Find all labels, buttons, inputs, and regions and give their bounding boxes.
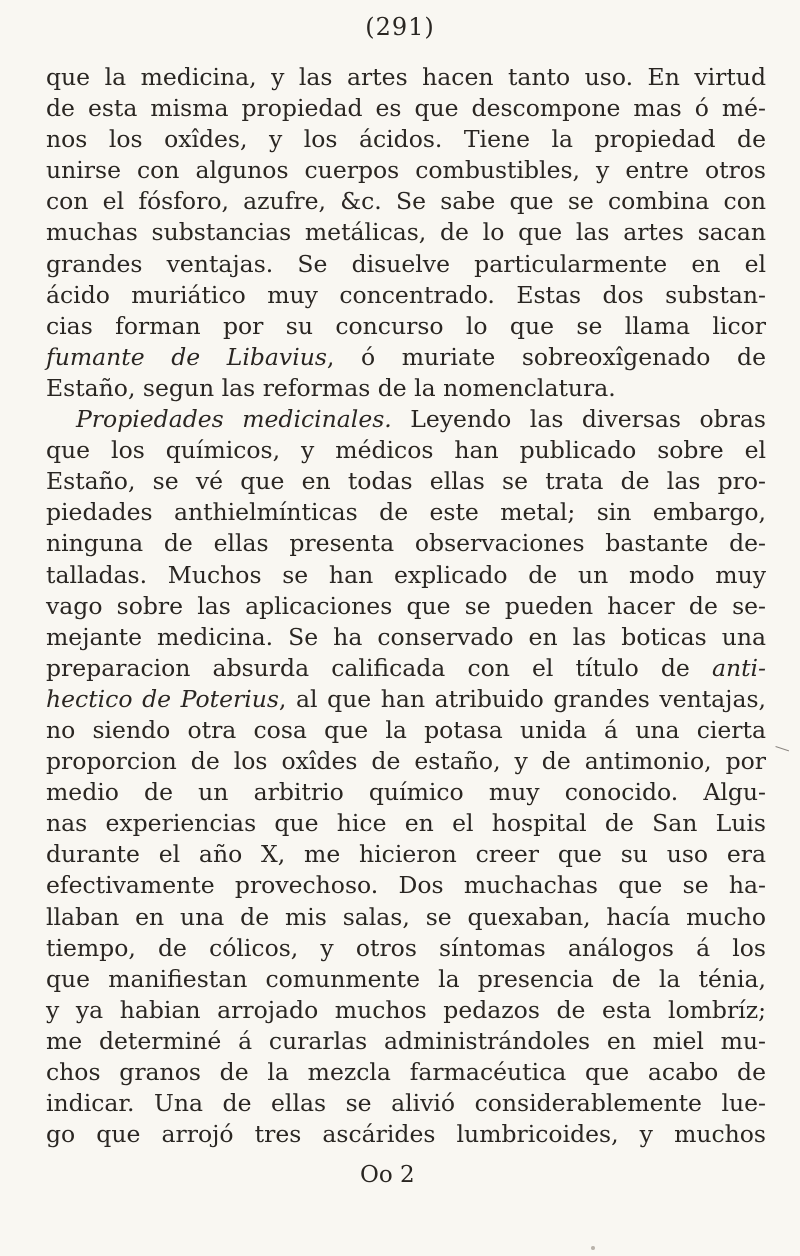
text-line-10 bbox=[46, 342, 766, 373]
text-line-12 bbox=[46, 404, 766, 435]
body-text bbox=[46, 62, 766, 1150]
text-line-3: nos los oxîdes, y los ácidos. Tiene la propiedad de bbox=[46, 125, 766, 154]
text-line-21-rest: , al que han atribuido grandes ventajas, bbox=[278, 684, 766, 713]
italic-term-fumante: fumante de Libavius bbox=[46, 342, 327, 371]
text-line-29: tiempo, de cólicos, y otros síntomas análogos á los bbox=[46, 933, 766, 962]
text-line-28: llaban en una de mis salas, se quexaban, hacía mucho bbox=[46, 902, 766, 931]
page-number: (291) bbox=[365, 13, 435, 41]
text-line-11: Estaño, segun las reformas de la nomenclatura. bbox=[46, 373, 616, 402]
text-line-9: cias forman por su concurso lo que se llama licor bbox=[46, 311, 766, 340]
text-line-1: que la medicina, y las artes hacen tanto uso. En virtud bbox=[46, 63, 766, 91]
text-line-10-rest: , ó muriate sobreoxîgenado de bbox=[326, 342, 766, 371]
text-line-6: muchas substancias metálicas, de lo que las artes sacan bbox=[46, 218, 766, 247]
italic-term-hectico: hectico de Poterius bbox=[46, 684, 279, 713]
text-line-14: Estaño, se vé que en todas ellas se trata de las pro- bbox=[46, 467, 766, 496]
text-line-33: chos granos de la mezcla farmacéutica que acabo de bbox=[46, 1058, 766, 1086]
text-line-20 bbox=[46, 653, 766, 684]
text-line-7: grandes ventajas. Se disuelve particularmente en el bbox=[46, 249, 766, 278]
text-line-32: me determiné á curarlas administrándoles en miel mu- bbox=[46, 1026, 766, 1055]
text-line-34: indicar. Una de ellas se alivió considerablemente lue- bbox=[46, 1089, 766, 1118]
text-line-16: ninguna de ellas presenta observaciones bastante de- bbox=[46, 529, 766, 558]
text-line-12-rest: Leyendo las diversas obras bbox=[391, 405, 766, 434]
text-line-15: piedades anthielmínticas de este metal; sin embargo, bbox=[46, 498, 766, 527]
text-line-18: vago sobre las aplicaciones que se pueden hacer de se- bbox=[46, 591, 766, 620]
text-line-21 bbox=[46, 684, 766, 715]
text-line-30: que manifiestan comunmente la presencia de la ténia, bbox=[46, 964, 766, 993]
text-line-26: durante el año X, me hicieron creer que su uso era bbox=[46, 840, 766, 869]
text-line-23: proporcion de los oxîdes de estaño, y de antimonio, por bbox=[46, 747, 766, 776]
text-line-13: que los químicos, y médicos han publicado sobre el bbox=[46, 436, 766, 465]
text-line-35: go que arrojó tres ascárides lumbricoides, y muchos bbox=[46, 1120, 766, 1149]
italic-term-anti: anti- bbox=[711, 653, 766, 682]
text-line-17: talladas. Muchos se han explicado de un modo muy bbox=[46, 560, 766, 589]
section-heading-propiedades: Propiedades medicinales. bbox=[76, 405, 392, 434]
text-line-31: y ya habian arrojado muchos pedazos de esta lombríz; bbox=[46, 995, 766, 1024]
text-line-5: con el fósforo, azufre, &c. Se sabe que se combina con bbox=[46, 187, 766, 216]
text-line-4: unirse con algunos cuerpos combustibles, y entre otros bbox=[46, 156, 766, 185]
text-line-20-start: preparacion absurda calificada con el título de bbox=[46, 653, 712, 682]
text-line-22: no siendo otra cosa que la potasa unida á una cierta bbox=[46, 715, 766, 744]
text-line-24: medio de un arbitrio químico muy conocido. Algu- bbox=[46, 778, 766, 807]
text-line-2: de esta misma propiedad es que descompone mas ó mé- bbox=[46, 94, 766, 123]
margin-tick-mark bbox=[773, 746, 789, 759]
signature-mark: Oo 2 bbox=[360, 1162, 415, 1188]
text-line-25: nas experiencias que hice en el hospital de San Luis bbox=[46, 809, 766, 838]
ink-speck bbox=[591, 1246, 595, 1250]
text-line-8: ácido muriático muy concentrado. Estas dos substan- bbox=[46, 280, 766, 309]
text-line-19: mejante medicina. Se ha conservado en las boticas una bbox=[46, 622, 766, 651]
text-line-27: efectivamente provechoso. Dos muchachas que se ha- bbox=[46, 871, 766, 900]
